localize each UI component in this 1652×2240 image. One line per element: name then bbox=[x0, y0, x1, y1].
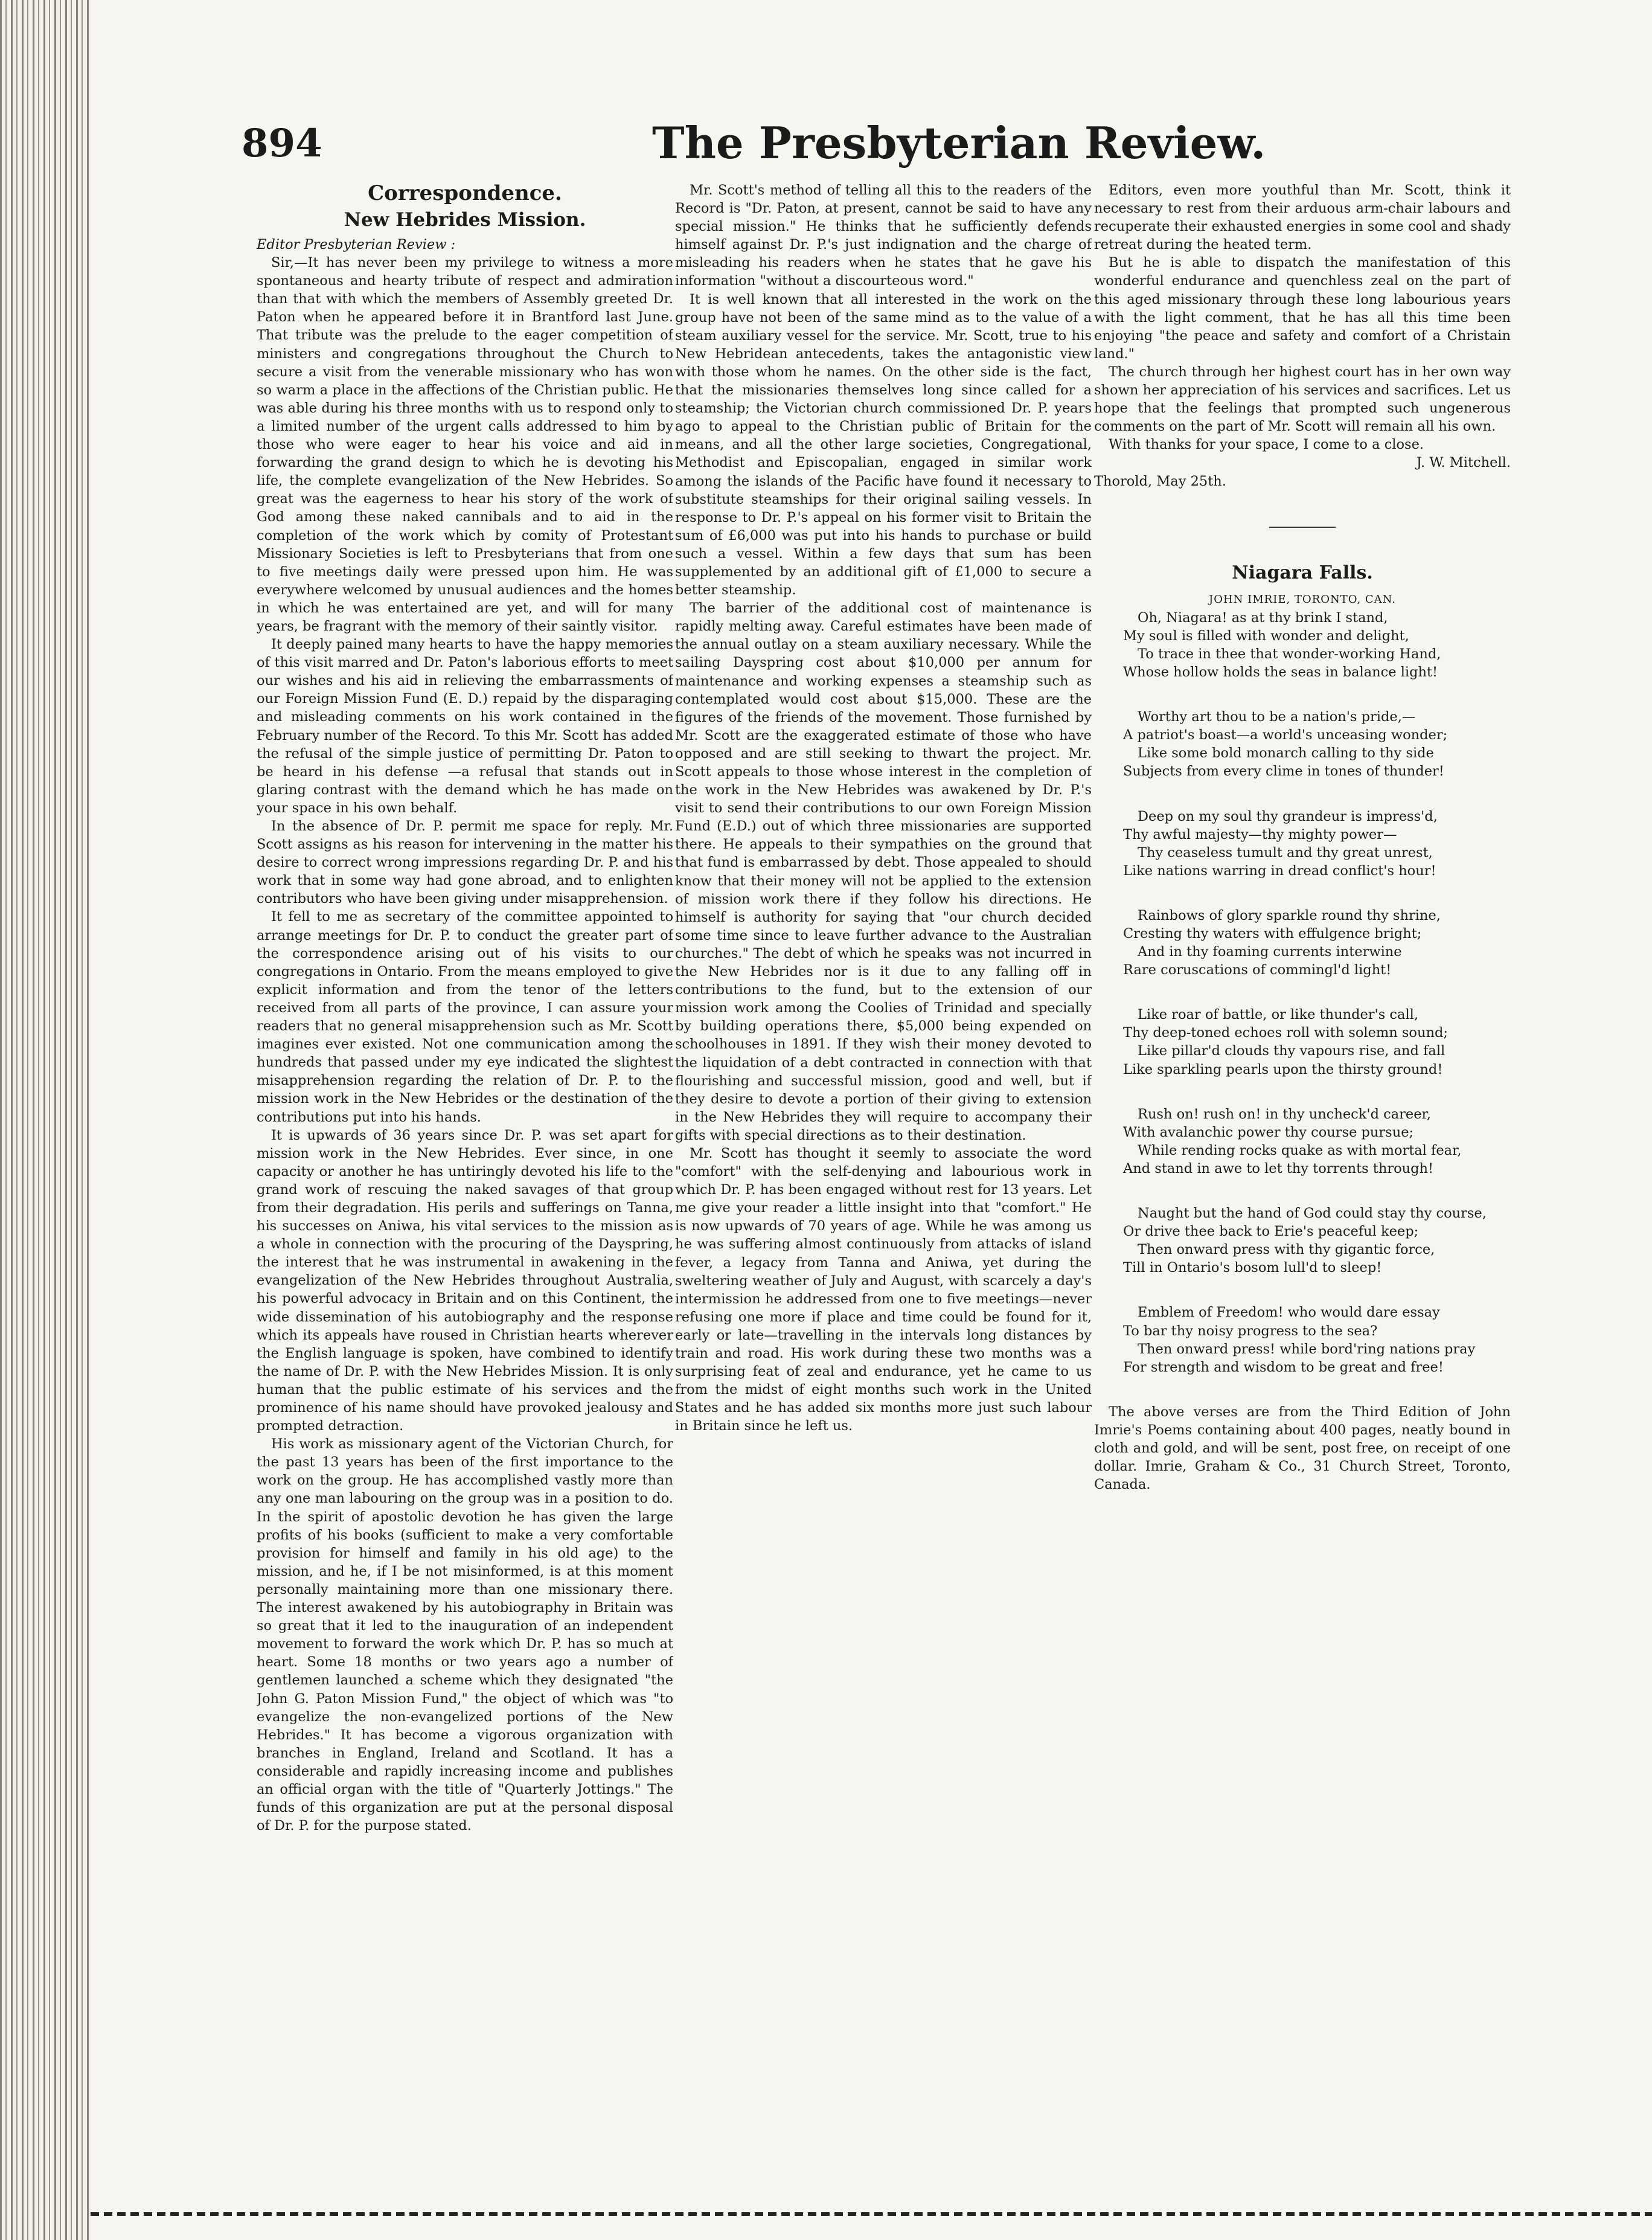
poem-line: Like nations warring in dread conflict's hour! bbox=[1123, 862, 1436, 879]
poem-line: Oh, Niagara! as at thy brink I stand, bbox=[1138, 609, 1388, 626]
letter-paragraph: It deeply pained many hearts to have the happy memories of this visit marred and Dr. Paton's laborious efforts to meet our wishes and his aid in relieving the embarrassments of our Foreign Mission Fund (E. D.) repaid by the disparaging and misleading comments on his work contained in the February number of the Record. To this Mr. Scott has added the refusal of the simple justice of permitting Dr. Paton to be heard in his defense —a refusal that stands out in glaring contrast with the demand which he has made on your space in his own behalf. bbox=[257, 637, 673, 816]
letter-paragraph: It fell to me as secretary of the committee appointed to arrange meetings for Dr. P. to conduct the greater part of the correspondence arising out of his visits to our congregations in Ontario. From the means employed to give explicit information and from the tenor of the letters received from all parts of the province, I can assure your readers that no general misapprehension such as Mr. Scott imagines ever existed. Not one communication among the hundreds that passed under my eye indicated the slightest misapprehension regarding the relation of Dr. P. to the mission work in the New Hebrides or the destination of the contributions put into his hands. bbox=[257, 909, 673, 1125]
poem-line: To bar thy noisy progress to the sea? bbox=[1123, 1323, 1378, 1339]
bottom-rule bbox=[91, 2212, 1652, 2216]
poem-author: JOHN IMRIE, TORONTO, CAN. bbox=[1209, 592, 1396, 606]
correspondence-subheading: New Hebrides Mission. bbox=[344, 209, 586, 231]
poem-stanza bbox=[1094, 708, 1511, 780]
poem-line: Rare coruscations of commingl'd light! bbox=[1123, 962, 1392, 978]
page-number: 894 bbox=[242, 121, 322, 166]
correspondence-heading: Correspondence. bbox=[368, 181, 562, 205]
letter-paragraph: Mr. Scott has thought it seemly to associate the word "comfort" with the self-denying and labourious work in which Dr. P. has been engaged without rest for 13 years. Let me give your reader a little insight into that "comfort." He is now upwards of 70 years of age. While he was among us he was suffering almost continuously from attacks of island fever, a legacy from Tanna and Aniwa, yet during the sweltering weather of July and August, with scarcely a day's intermission he addressed from one to five meetings—never refusing one more if place and time could be found for it, early or late—travelling in the intervals long distances by train and road. His work during these two months was a surprising feat of zeal and endurance, yet he came to us from the midst of eight months such work in the United States and he has added six months more just such labour in Britain since he left us. bbox=[675, 1145, 1092, 1434]
poem-line: Or drive thee back to Erie's peaceful keep; bbox=[1123, 1224, 1419, 1240]
poem-line: While rending rocks quake as with mortal fear, bbox=[1138, 1142, 1462, 1158]
poem-line: Thy ceaseless tumult and thy great unrest, bbox=[1138, 844, 1433, 861]
poem-line: Thy awful majesty—thy mighty power— bbox=[1123, 826, 1397, 842]
poem-line: For strength and wisdom to be great and free! bbox=[1123, 1359, 1444, 1375]
poem-line: Subjects from every clime in tones of thunder! bbox=[1123, 763, 1444, 780]
page-binding-edge bbox=[0, 0, 91, 2240]
poem-stanza bbox=[1094, 907, 1511, 979]
poem-line: My soul is filled with wonder and delight, bbox=[1123, 627, 1409, 644]
poem-line: Like some bold monarch calling to thy side bbox=[1138, 745, 1434, 762]
letter-signature: J. W. Mitchell. bbox=[1416, 455, 1511, 471]
letter-paragraph: It is upwards of 36 years since Dr. P. was set apart for mission work in the New Hebrides. Ever since, in one capacity or another he has untiringly devoted his life to the grand work of rescuing the naked savages of that group from their degradation. His perils and sufferings on Tanna, his successes on Aniwa, his vital services to the mission as a whole in connection with the procuring of the Dayspring, the interest that he was instrumental in awakening in the evangelization of the New Hebrides throughout Australia, his powerful advocacy in Britain and on this Continent, the wide dissemination of his autobiography and the response which its appeals have roused in Christian hearts wherever the English language is spoken, have combined to identify the name of Dr. P. with the New Hebrides Mission. It is only human that the public estimate of his services and the prominence of his name should have provoked jealousy and prompted detraction. bbox=[257, 1127, 673, 1434]
letter-paragraph: The church through her highest court has in her own way shown her appreciation of his services and sacrifices. Let us hope that the feelings that prompted such ungenerous comments on the part of Mr. Scott will remain all his own. bbox=[1094, 364, 1511, 435]
poem-line: Like sparkling pearls upon the thirsty ground! bbox=[1123, 1061, 1443, 1077]
poem-line: Whose hollow holds the seas in balance light! bbox=[1123, 664, 1438, 681]
column-1 bbox=[257, 181, 673, 2102]
letter-paragraph: In the absence of Dr. P. permit me space for reply. Mr. Scott assigns as his reason for intervening in the matter his desire to correct wrong impressions regarding Dr. P. and his work that in some way had gone abroad, and to enlighten contributors who have been giving under misapprehension. bbox=[257, 818, 673, 907]
letter-paragraph: It is well known that all interested in the work on the group have not been of the same mind as to the value of a steam auxiliary vessel for the service. Mr. Scott, true to his New Hebridean antecedents, takes the antagonistic view with those whom he names. On the other side is the fact, that the missionaries themselves long since called for a steamship; the Victorian church commissioned Dr. P. years ago to appeal to the Christian public of Britain for the means, and all the other large societies, Congregational, Methodist and Episcopalian, engaged in similar work among the islands of the Pacific have found it necessary to substitute steamships for their original sailing vessels. In response to Dr. P.'s appeal on his former visit to Britain the sum of £6,000 was put into his hands to purchase or build such a vessel. Within a few days that sum has been supplemented by an additional gift of £1,000 to secure a better steamship. bbox=[675, 291, 1092, 599]
letter-paragraph: The barrier of the additional cost of maintenance is rapidly melting away. Careful estimates have been made of the annual outlay on a steam auxiliary necessary. While the sailing Dayspring cost about $10,000 per annum for maintenance and working expenses a steamship such as contemplated would cost about $15,000. These are the figures of the friends of the movement. Those furnished by Mr. Scott are the exaggerated estimate of those who have opposed and are still seeking to thwart the project. Mr. Scott appeals to those whose interest in the completion of the work in the New Hebrides was awakened by Dr. P.'s visit to send their contributions to our own Foreign Mission Fund (E.D.) out of which three missionaries are supported there. He appeals to their sympathies on the ground that that fund is embarrassed by debt. Those appealed to should know that their money will not be applied to the extension of mission work there if they follow his directions. He himself is authority for saying that "our church decided some time since to leave further advance to the Australian churches." The debt of which he speaks was not incurred in the New Hebrides nor is it due to any falling off in contributions to the fund, but to the extension of our mission work among the Coolies of Trinidad and specially by building operations there, $5,000 being expended on schoolhouses in 1891. If they wish their money devoted to the liquidation of a debt contracted in connection with that flourishing and successful mission, good and well, but if they desire to devote a portion of their giving to extension in the New Hebrides they will require to accompany their gifts with special directions as to their destination. bbox=[675, 600, 1092, 1143]
poem-line: Rainbows of glory sparkle round thy shrine, bbox=[1138, 907, 1441, 923]
running-title: The Presbyterian Review. bbox=[652, 117, 1266, 168]
poem-line: Like roar of battle, or like thunder's call, bbox=[1138, 1007, 1418, 1023]
poem-stanza bbox=[1094, 1303, 1511, 1376]
letter-salutation: Editor Presbyterian Review : bbox=[257, 237, 456, 252]
poem-line: Naught but the hand of God could stay thy course, bbox=[1138, 1205, 1487, 1222]
poem-line: Like pillar'd clouds thy vapours rise, and fall bbox=[1138, 1043, 1446, 1059]
poem-line: To trace in thee that wonder-working Hand, bbox=[1138, 646, 1441, 662]
poem-line: Rush on! rush on! in thy uncheck'd career, bbox=[1138, 1106, 1431, 1122]
poem-stanza bbox=[1094, 1204, 1511, 1277]
section-divider bbox=[1269, 527, 1336, 528]
letter-paragraph: Sir,—It has never been my privilege to witness a more spontaneous and hearty tribute of respect and admiration than that with which the members of Assembly greeted Dr. Paton when he appeared before it in Brantford last June. That tribute was the prelude to the eager competition of ministers and congregations throughout the Church to secure a visit from the venerable missionary who has won so warm a place in the affections of the Christian public. He was able during his three months with us to respond only to a limited number of the urgent calls addressed to him by those who were eager to hear his voice and aid in forwarding the grand design to which he is devoting his life, the complete evangelization of the New Hebrides. So great was the eagerness to hear his story of the work of God among these naked cannibals and to aid in the completion of the work which by comity of Protestant Missionary Societies is left to Presbyterians that from one to five meetings daily were pressed upon him. He was everywhere welcomed by unusual audiences and the homes in which he was entertained are yet, and will for many years, be fragrant with the memory of their saintly visitor. bbox=[257, 255, 673, 634]
poem-line: A patriot's boast—a world's unceasing wonder; bbox=[1123, 727, 1448, 743]
column-3 bbox=[1094, 181, 1511, 2023]
letter-dateline: Thorold, May 25th. bbox=[1094, 473, 1226, 489]
poem-line: Till in Ontario's bosom lull'd to sleep! bbox=[1123, 1260, 1382, 1276]
poem-line: Cresting thy waters with effulgence bright; bbox=[1123, 926, 1422, 942]
column-2 bbox=[675, 181, 1092, 2102]
poem-line: Then onward press! while bord'ring nations pray bbox=[1138, 1341, 1476, 1357]
letter-paragraph: With thanks for your space, I come to a close. bbox=[1109, 437, 1424, 453]
poem-stanza bbox=[1094, 807, 1511, 880]
poem-line: With avalanchic power thy course pursue; bbox=[1123, 1124, 1414, 1140]
poem-line: Emblem of Freedom! who would dare essay bbox=[1138, 1305, 1440, 1321]
poem-stanza bbox=[1094, 1105, 1511, 1178]
poem-stanza bbox=[1094, 1006, 1511, 1078]
letter-paragraph: Mr. Scott's method of telling all this to the readers of the Record is "Dr. Paton, at present, cannot be said to have any special mission." He thinks that he sufficiently defends himself against Dr. P.'s just indignation and the charge of misleading his readers when he states that he gave his information "without a discourteous word." bbox=[675, 182, 1092, 289]
poem-line: Then onward press with thy gigantic force, bbox=[1138, 1242, 1435, 1258]
letter-paragraph: Editors, even more youthful than Mr. Scott, think it necessary to rest from their arduous arm-chair labours and recuperate their exhausted energies in some cool and shady retreat during the heated term. bbox=[1094, 182, 1511, 253]
letter-paragraph: His work as missionary agent of the Victorian Church, for the past 13 years has been of the first importance to the work on the group. He has accomplished vastly more than any one man labouring on the group was in a position to do. In the spirit of apostolic devotion he has given the large profits of his books (sufficient to make a very comfortable provision for himself and family in his old age) to the mission, and he, if I be not misinformed, is at this moment personally maintaining more than one missionary there. The interest awakened by his autobiography in Britain was so great that it led to the inauguration of an independent movement to forward the work which Dr. P. has so much at heart. Some 18 months or two years ago a number of gentlemen launched a scheme which they designated "the John G. Paton Mission Fund," the object of which was "to evangelize the non-evangelized portions of the New Hebrides." It has become a vigorous organization with branches in England, Ireland and Scotland. It has a considerable and rapidly increasing income and publishes an official organ with the title of "Quarterly Jottings." The funds of this organization are put at the personal disposal of Dr. P. for the purpose stated. bbox=[257, 1436, 673, 1834]
poem-title: Niagara Falls. bbox=[1232, 562, 1373, 583]
poem-line: And stand in awe to let thy torrents through! bbox=[1123, 1160, 1434, 1176]
poem-line: Thy deep-toned echoes roll with solemn sound; bbox=[1123, 1025, 1448, 1041]
poem-line: Worthy art thou to be a nation's pride,— bbox=[1138, 709, 1416, 725]
poem-stanza bbox=[1094, 609, 1511, 681]
book-advertisement: The above verses are from the Third Edition of John Imrie's Poems containing about 400 pages, neatly bound in cloth and gold, and will be sent, post free, on receipt of one dollar. Imrie, Graham & Co., 31 Church Street, Toronto, Canada. bbox=[1094, 1404, 1511, 1493]
poem-line: Deep on my soul thy grandeur is impress'd, bbox=[1138, 808, 1438, 824]
poem-line: And in thy foaming currents interwine bbox=[1138, 944, 1402, 960]
letter-paragraph: But he is able to dispatch the manifestation of this wonderful endurance and quenchless zeal on the part of this aged missionary through these long labourious years with the light comment, that he has all this time been enjoying "the peace and safety and comfort of a Christain land." bbox=[1094, 255, 1511, 362]
